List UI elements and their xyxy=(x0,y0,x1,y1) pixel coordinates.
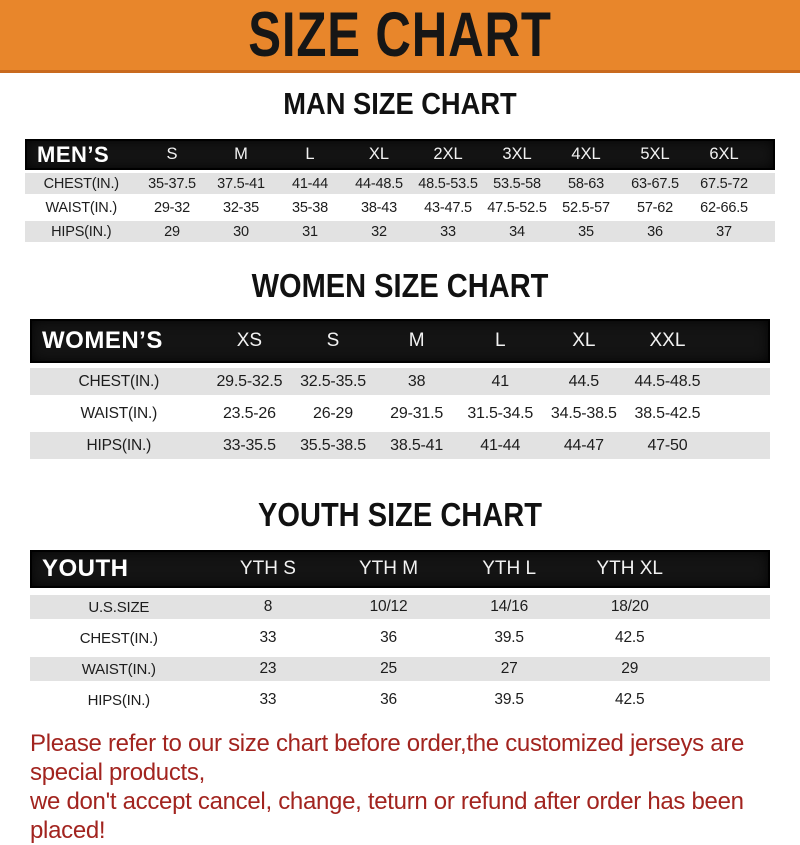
column-header: 5XL xyxy=(640,145,670,163)
cell-value: 41-44 xyxy=(480,436,521,454)
cell-value: 31.5-34.5 xyxy=(467,404,534,422)
cell-value: 44.5-48.5 xyxy=(634,372,701,390)
table-row xyxy=(30,657,770,681)
cell-value: 62-66.5 xyxy=(700,199,748,216)
table-row xyxy=(30,688,770,712)
cell-value: 25 xyxy=(380,660,397,677)
cell-value: 38.5-42.5 xyxy=(634,404,701,422)
cell-value: 41-44 xyxy=(291,175,329,192)
cell-value: 35.5-38.5 xyxy=(300,436,366,454)
column-header: 3XL xyxy=(502,145,532,163)
youth-size-table xyxy=(30,550,770,712)
youth-size-chart-heading: YOUTH SIZE CHART xyxy=(258,496,542,533)
table-row xyxy=(30,626,770,650)
cell-value: 32 xyxy=(371,223,387,240)
row-label: HIPS(IN.) xyxy=(87,691,150,709)
cell-value: 29 xyxy=(621,660,639,677)
table-row xyxy=(25,197,775,218)
cell-value: 32-35 xyxy=(222,199,260,216)
cell-value: 35 xyxy=(578,223,594,240)
column-header: 6XL xyxy=(709,145,739,163)
row-label: CHEST(IN.) xyxy=(43,175,119,192)
column-header: XL xyxy=(572,330,596,351)
table-row xyxy=(30,432,770,459)
cell-value: 33 xyxy=(259,629,277,646)
table-header-row xyxy=(30,319,770,363)
cell-value: 41 xyxy=(491,372,509,390)
column-header: XXL xyxy=(649,330,686,351)
man-size-chart-heading: MAN SIZE CHART xyxy=(283,86,517,121)
cell-value: 37.5-41 xyxy=(217,175,265,192)
cell-value: 36 xyxy=(380,629,397,646)
cell-value: 44.5 xyxy=(568,372,599,390)
cell-value: 47-50 xyxy=(647,436,688,454)
column-header: XL xyxy=(368,145,390,163)
cell-value: 53.5-58 xyxy=(493,175,541,192)
men-size-table xyxy=(25,139,775,242)
cell-value: 26-29 xyxy=(313,404,353,422)
cell-value: 36 xyxy=(380,691,397,708)
column-header: YTH S xyxy=(239,558,296,579)
disclaimer-line-2: we don't accept cancel, change, teturn or refund after order has been placed! xyxy=(30,788,744,844)
row-label: HIPS(IN.) xyxy=(86,436,152,454)
column-header: L xyxy=(494,330,506,351)
table-row xyxy=(30,595,770,619)
cell-value: 67.5-72 xyxy=(700,175,748,192)
row-label: HIPS(IN.) xyxy=(51,223,112,240)
cell-value: 42.5 xyxy=(615,691,645,708)
row-label: CHEST(IN.) xyxy=(78,372,160,390)
women-size-chart-heading: WOMEN SIZE CHART xyxy=(251,267,549,304)
cell-value: 18/20 xyxy=(610,598,649,615)
cell-value: 37 xyxy=(716,223,732,240)
cell-value: 44-48.5 xyxy=(355,175,403,192)
column-header: L xyxy=(305,145,315,163)
banner-title: SIZE CHART xyxy=(248,0,552,70)
column-header: 4XL xyxy=(571,145,601,163)
cell-value: 52.5-57 xyxy=(562,199,610,216)
cell-value: 63-67.5 xyxy=(631,175,679,192)
table-row xyxy=(25,221,775,242)
cell-value: 38 xyxy=(407,372,426,390)
cell-value: 27 xyxy=(500,660,518,677)
column-header: M xyxy=(408,330,425,351)
cell-value: 39.5 xyxy=(494,691,524,708)
size-chart-banner xyxy=(0,0,800,73)
cell-value: 44-47 xyxy=(563,436,604,454)
cell-value: 34.5-38.5 xyxy=(550,404,617,422)
table-header-label: YOUTH xyxy=(42,555,129,582)
cell-value: 23 xyxy=(259,660,277,677)
cell-value: 29 xyxy=(164,223,180,240)
cell-value: 48.5-53.5 xyxy=(418,175,478,192)
cell-value: 29-31.5 xyxy=(390,404,444,422)
cell-value: 30 xyxy=(233,223,249,240)
cell-value: 35-37.5 xyxy=(148,175,196,192)
cell-value: 57-62 xyxy=(636,199,674,216)
cell-value: 8 xyxy=(263,598,273,615)
column-header: 2XL xyxy=(433,145,463,163)
disclaimer-line-1: Please refer to our size chart before order,the customized jerseys are special products, xyxy=(30,730,745,786)
cell-value: 10/12 xyxy=(369,598,408,615)
row-label: CHEST(IN.) xyxy=(79,629,158,647)
column-header: YTH L xyxy=(482,558,537,579)
order-disclaimer xyxy=(0,729,800,845)
table-row xyxy=(30,368,770,395)
table-header-label: WOMEN’S xyxy=(42,327,163,354)
cell-value: 43-47.5 xyxy=(424,199,472,216)
cell-value: 39.5 xyxy=(494,629,524,646)
cell-value: 38-43 xyxy=(360,199,398,216)
cell-value: 42.5 xyxy=(615,629,645,646)
cell-value: 38.5-41 xyxy=(390,436,444,454)
cell-value: 32.5-35.5 xyxy=(300,372,366,390)
table-row xyxy=(25,173,775,194)
column-header: XS xyxy=(236,330,263,351)
row-label: WAIST(IN.) xyxy=(45,199,118,216)
cell-value: 14/16 xyxy=(490,598,529,615)
cell-value: 29.5-32.5 xyxy=(216,372,283,390)
cell-value: 23.5-26 xyxy=(222,404,276,422)
cell-value: 34 xyxy=(509,223,525,240)
table-row xyxy=(30,400,770,427)
row-label: WAIST(IN.) xyxy=(81,660,156,678)
cell-value: 47.5-52.5 xyxy=(487,199,547,216)
cell-value: 58-63 xyxy=(567,175,605,192)
women-size-table xyxy=(30,319,770,459)
column-header: YTH XL xyxy=(596,558,663,579)
table-header-label: MEN’S xyxy=(37,141,110,167)
cell-value: 36 xyxy=(647,223,663,240)
cell-value: 33-35.5 xyxy=(222,436,276,454)
table-header-row xyxy=(30,550,770,588)
cell-value: 33 xyxy=(259,691,277,708)
row-label: WAIST(IN.) xyxy=(80,404,158,422)
cell-value: 29-32 xyxy=(153,199,191,216)
cell-value: 33 xyxy=(440,223,456,240)
column-header: YTH M xyxy=(358,558,419,579)
column-header: S xyxy=(326,330,340,351)
table-header-row xyxy=(25,139,775,170)
row-label: U.S.SIZE xyxy=(88,598,150,616)
column-header: S xyxy=(166,145,178,163)
cell-value: 31 xyxy=(302,223,318,240)
cell-value: 35-38 xyxy=(291,199,329,216)
column-header: M xyxy=(234,145,248,163)
